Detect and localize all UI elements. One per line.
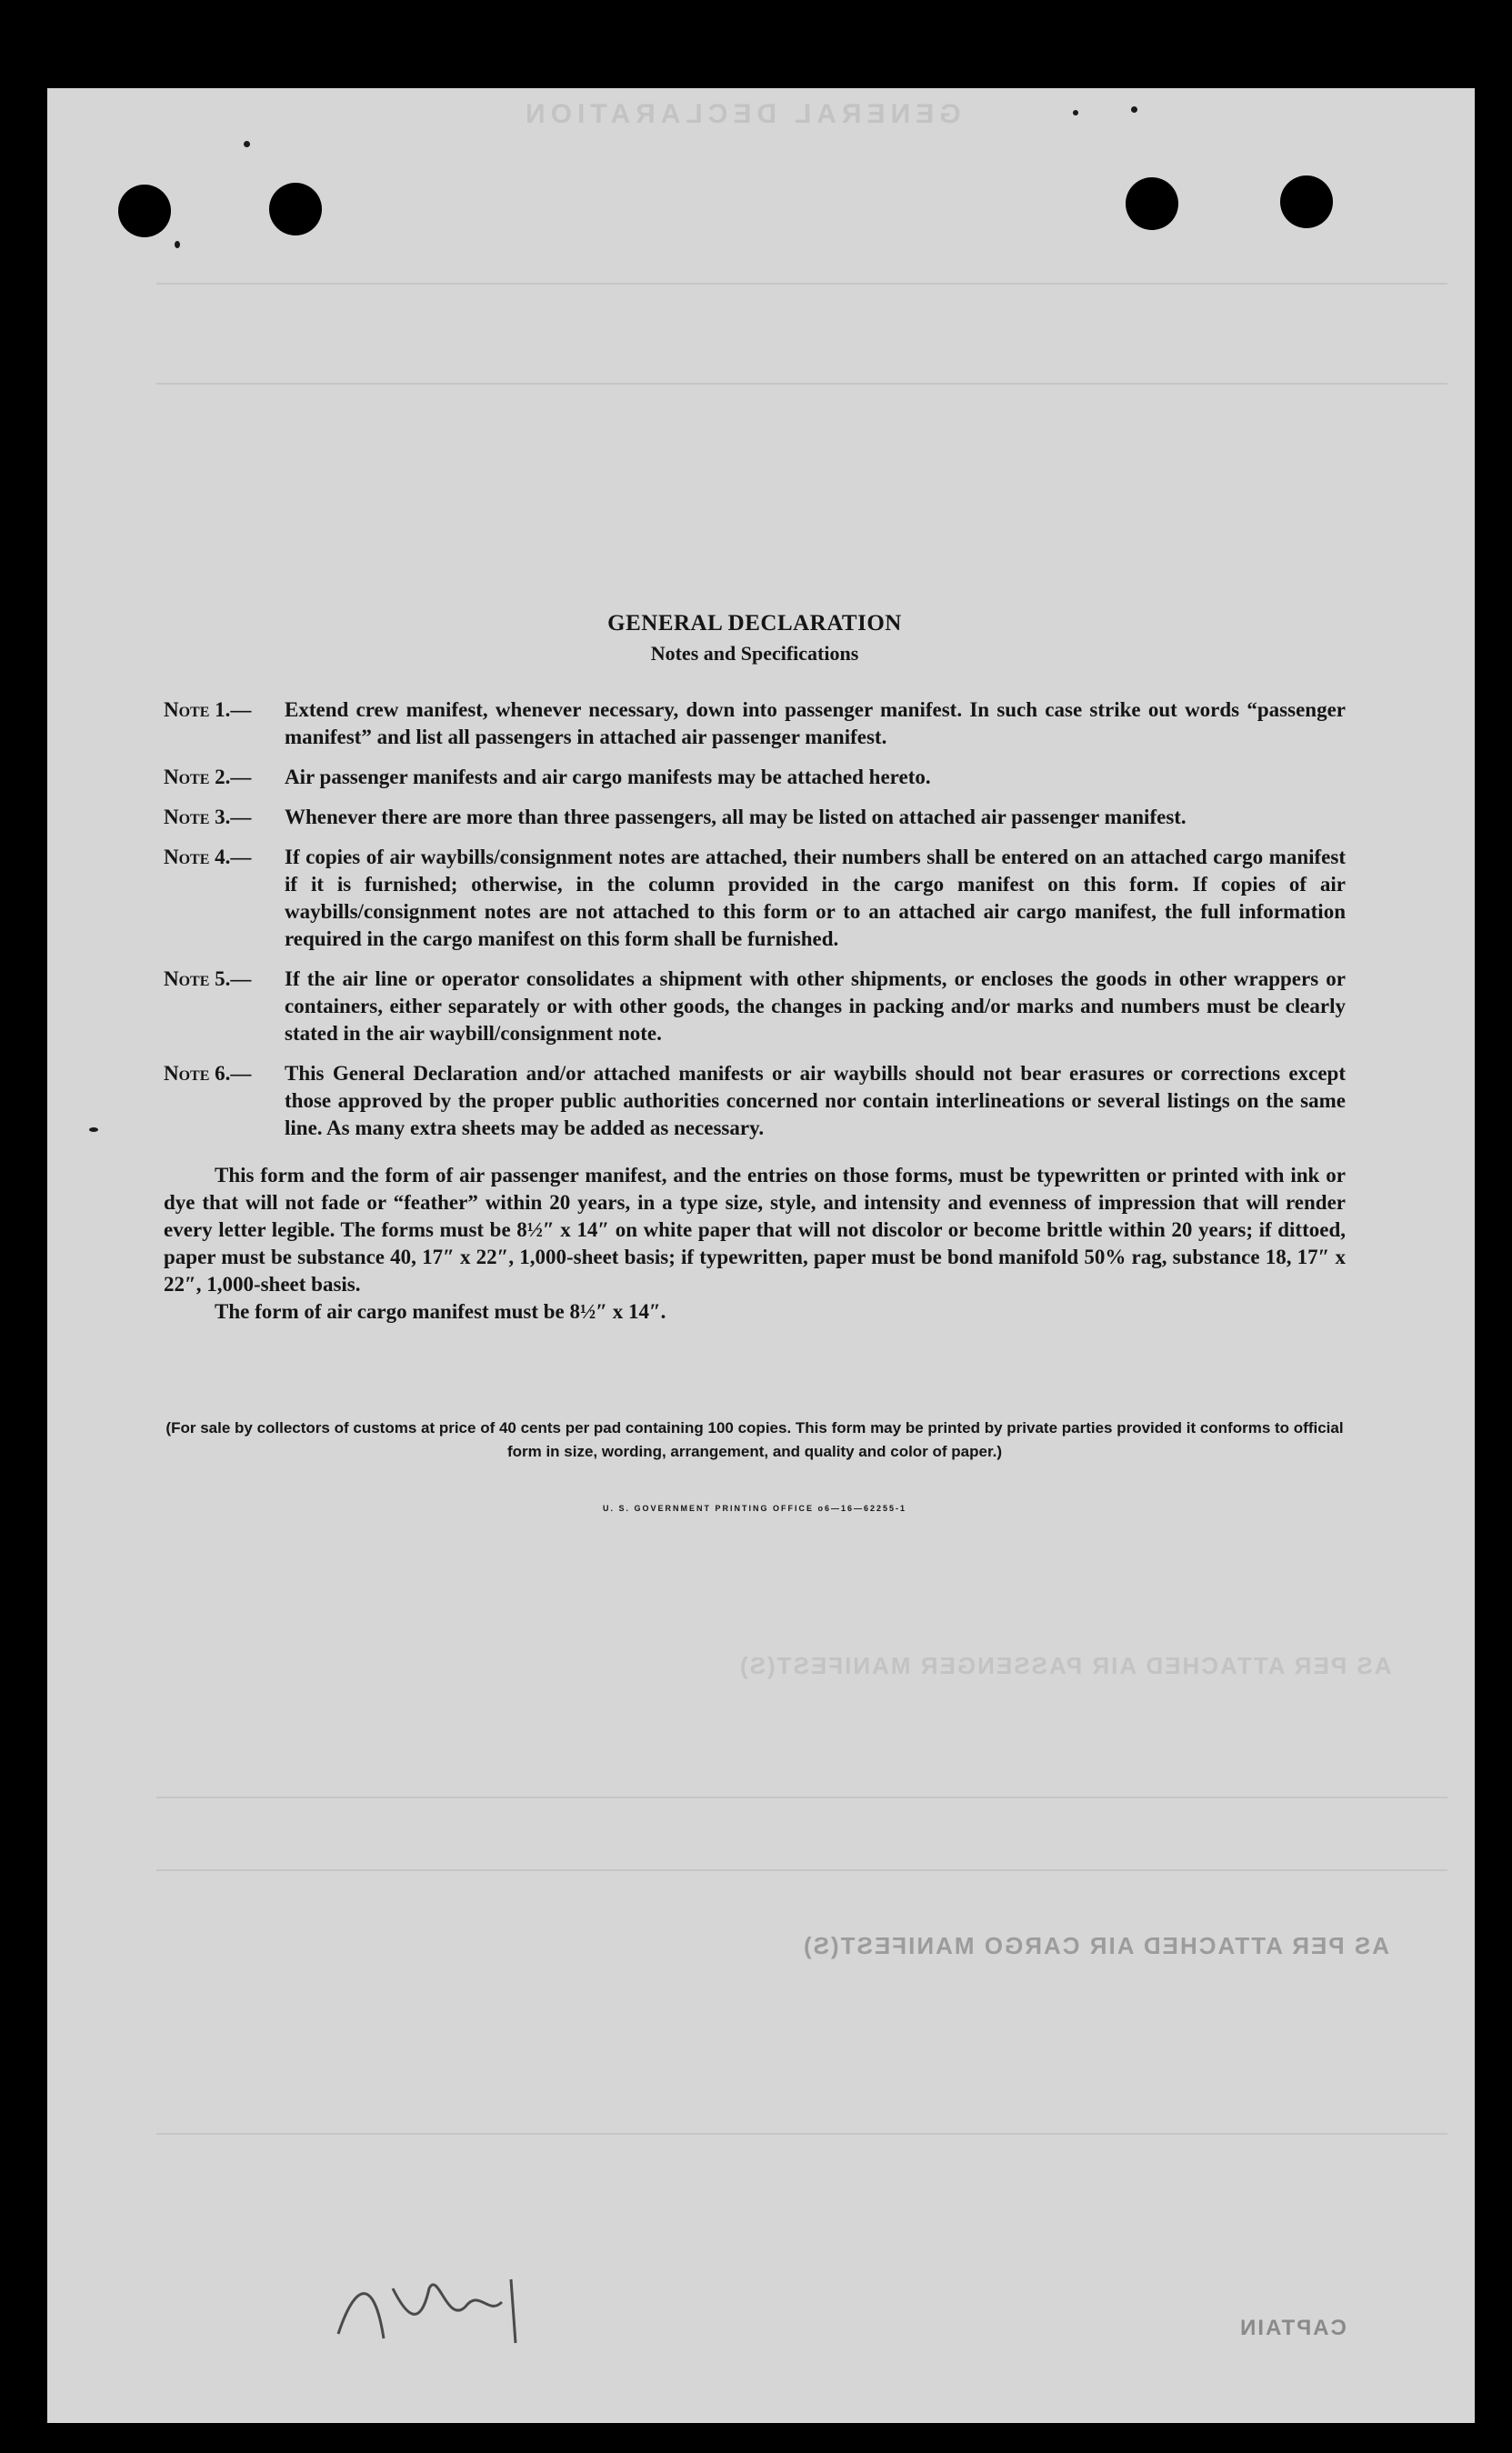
punch-hole bbox=[118, 185, 171, 237]
note-text: If copies of air waybills/consignment notes are attached, their numbers shall be entered on an attached cargo manifest if it is furnished; otherwise, in the column provided in the cargo manifest on this form. If copies of air waybills/consignment notes are not attached to this form or to an attached air cargo manifest, the full information required in the cargo manifest on this form shall be furnished. bbox=[285, 846, 1346, 950]
punch-hole bbox=[269, 183, 322, 235]
note-3 bbox=[164, 804, 1346, 831]
speck bbox=[244, 141, 250, 147]
document-sheet bbox=[47, 88, 1475, 2423]
cargo-manifest-size: The form of air cargo manifest must be 8½″ x 14″. bbox=[215, 1300, 666, 1323]
handwritten-mark bbox=[320, 2252, 556, 2361]
note-2 bbox=[164, 764, 1346, 791]
page-subtitle: Notes and Specifications bbox=[650, 642, 859, 665]
bleed-through-header: GENERAL DECLARATION bbox=[520, 99, 961, 129]
printer-imprint: U. S. GOVERNMENT PRINTING OFFICE o6—16—62255-1 bbox=[602, 1504, 907, 1513]
notes-and-specifications bbox=[164, 611, 1346, 1513]
note-label: Note 2.— bbox=[164, 766, 252, 788]
note-text: Whenever there are more than three passengers, all may be listed on attached air passenger manifest. bbox=[285, 806, 1187, 828]
bleed-through-cargo: AS PER ATTACHED AIR CARGO MANIFEST(S) bbox=[802, 1932, 1389, 1959]
speck bbox=[1131, 106, 1137, 113]
note-label: Note 6.— bbox=[164, 1062, 252, 1085]
note-label: Note 5.— bbox=[164, 967, 252, 990]
punch-hole bbox=[1126, 177, 1178, 230]
note-6 bbox=[164, 1060, 1346, 1142]
sale-note: (For sale by collectors of customs at price of 40 cents per pad containing 100 copies. This form may be printed by private parties provided it conforms to official form in size, wording, arrangement, and quality and color of paper.) bbox=[165, 1419, 1344, 1460]
bleed-through-captain: CAPTAIN bbox=[1238, 2316, 1347, 2340]
note-4 bbox=[164, 844, 1346, 953]
note-text: Air passenger manifests and air cargo manifests may be attached hereto. bbox=[285, 766, 931, 788]
note-5 bbox=[164, 966, 1346, 1047]
speck bbox=[175, 241, 180, 248]
note-text: If the air line or operator consolidates a shipment with other shipments, or encloses the goods in other wrappers or containers, either separately or with other goods, the changes in packing and/or marks and numbers must be clearly stated in the air waybill/consignment note. bbox=[285, 967, 1346, 1045]
bleed-through-passenger: AS PER ATTACHED AIR PASSENGER MANIFEST(S) bbox=[738, 1652, 1392, 1679]
specification-paragraph: This form and the form of air passenger manifest, and the entries on those forms, must be typewritten or printed with ink or dye that will not fade or “feather” within 20 years, in a type size, style, and intensity and evenness of impression that will render every letter legible. The forms must be 8½″ x 14″ on white paper that will not discolor or become brittle within 20 years; if dittoed, paper must be substance 40, 17″ x 22″, 1,000-sheet basis; if typewritten, paper must be bond manifold 50% rag, substance 18, 17″ x 22″, 1,000-sheet basis. bbox=[164, 1164, 1346, 1296]
speck bbox=[1073, 110, 1078, 115]
note-label: Note 4.— bbox=[164, 846, 252, 868]
punch-hole bbox=[1280, 175, 1333, 228]
speck bbox=[89, 1127, 98, 1132]
page-title: GENERAL DECLARATION bbox=[607, 611, 902, 636]
note-1 bbox=[164, 696, 1346, 751]
note-label: Note 1.— bbox=[164, 698, 252, 721]
note-text: Extend crew manifest, whenever necessary, down into passenger manifest. In such case strike out words “passenger manifest” and list all passengers in attached air passenger manifest. bbox=[285, 698, 1346, 748]
note-label: Note 3.— bbox=[164, 806, 252, 828]
note-text: This General Declaration and/or attached manifests or air waybills should not bear erasures or corrections except those approved by the proper public authorities concerned nor contain interlineations or several listings on the same line. As many extra sheets may be added as necessary. bbox=[285, 1062, 1346, 1139]
